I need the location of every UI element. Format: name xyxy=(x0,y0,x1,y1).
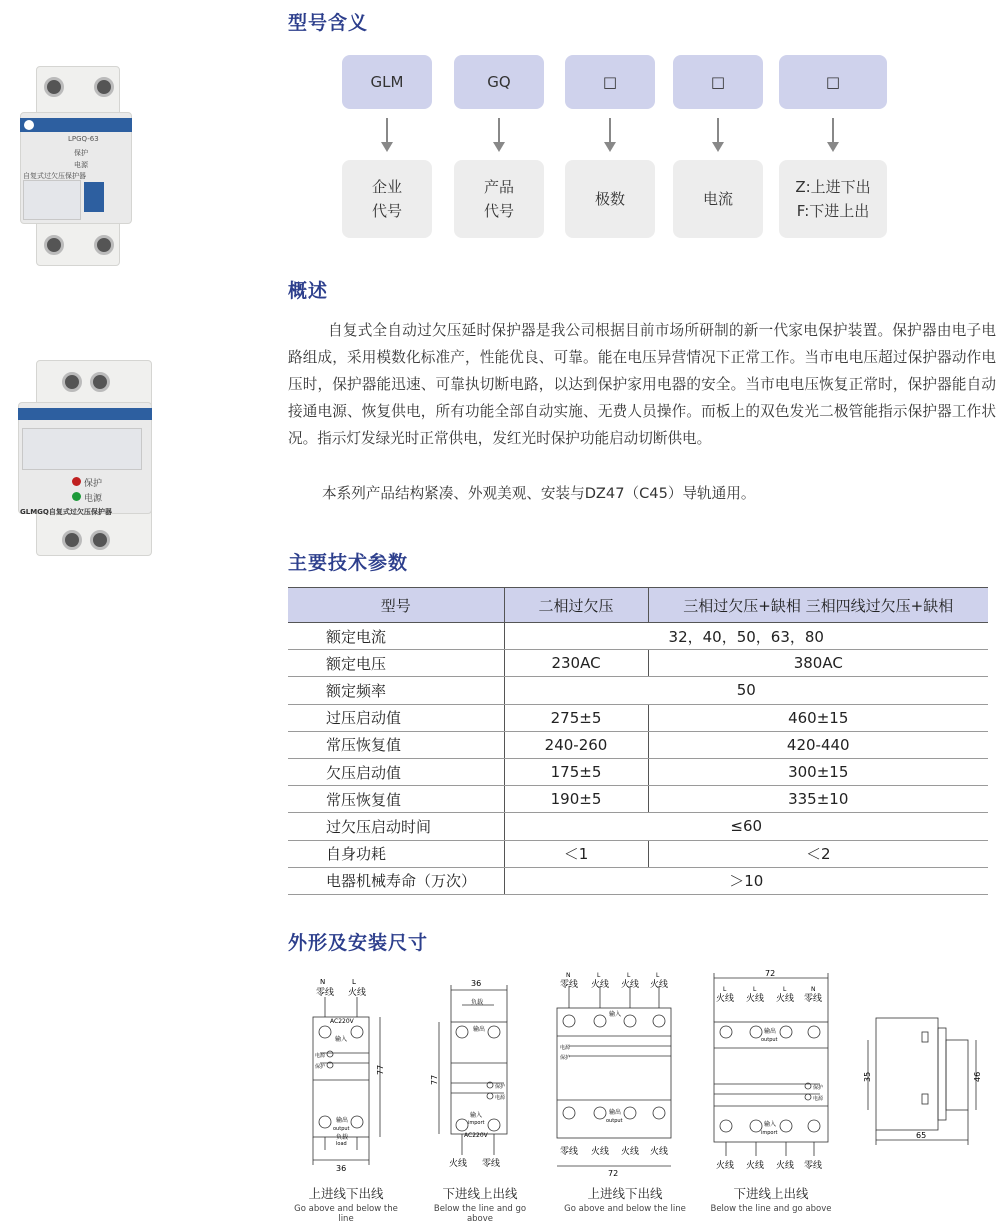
label-neutral: 零线 xyxy=(804,994,823,1004)
label-live: 火线 xyxy=(716,994,735,1004)
row-value-two-phase: 190±5 xyxy=(504,786,648,813)
wiring-drawing-2 xyxy=(424,975,534,1175)
table-row xyxy=(288,704,988,731)
label-live: 火线 xyxy=(621,980,640,990)
label-power: 电源 xyxy=(495,1095,506,1101)
label-live: 火线 xyxy=(746,994,765,1004)
label-output-en: output xyxy=(333,1126,350,1132)
overview-paragraph-1: 自复式全自动过欠压延时保护器是我公司根据目前市场所研制的新一代家电保护装置。保护器由电子电路组成，采用模数化标准产，性能优良、可靠。能在电压异营情况下正常工作。当市电电压超过保护器动作电压时，保护器能迅速、可靠执切断电路，以达到保护家用电器的安全。当市电电压恢复正常时，保护器能自动接通电源、恢复供电，所有功能全部自动实施、无费人员操作。而板上的双色发光二极管能指示保护器工作状况。指示灯发绿光时正常供电，发红光时保护功能启动切断供电。 xyxy=(288,322,996,447)
label-output: 输出 xyxy=(609,1109,622,1116)
label-ac: AC220V xyxy=(330,1018,354,1025)
code-box-company: GLM xyxy=(342,55,432,109)
dim-width: 72 xyxy=(608,1169,619,1178)
dim-height-35: 35 xyxy=(863,1071,872,1082)
meaning-product: 产品 代号 xyxy=(454,160,544,238)
dimensions-section-title: 外形及安装尺寸 xyxy=(288,932,429,954)
code-box-product: GQ xyxy=(454,55,544,109)
row-label: 常压恢复值 xyxy=(288,731,504,758)
label-input: 输入 xyxy=(764,1121,777,1128)
row-value: ≤60 xyxy=(504,813,988,840)
row-label: 过压启动值 xyxy=(288,704,504,731)
code-box-current: □ xyxy=(673,55,763,109)
label-live: 火线 xyxy=(591,980,610,990)
label-power: 电源 xyxy=(315,1053,326,1059)
label-output: 输出 xyxy=(764,1028,777,1035)
row-label: 额定电流 xyxy=(288,623,504,650)
table-row xyxy=(288,758,988,785)
label-l: L xyxy=(753,986,757,993)
label-output: 输出 xyxy=(336,1117,349,1124)
device-protect-label: 保护 xyxy=(84,479,103,489)
arrow-down-icon xyxy=(832,118,834,144)
label-live: 火线 xyxy=(621,1147,640,1157)
caption-en: Go above and below the line xyxy=(294,1204,398,1224)
arrow-down-icon xyxy=(498,118,500,144)
device-name-label: 自复式过欠压保护器 xyxy=(23,172,86,180)
caption-cn: 上进线下出线 xyxy=(308,1186,384,1201)
label-load: 负载 xyxy=(471,999,484,1006)
table-row xyxy=(288,650,988,677)
row-label: 过欠压启动时间 xyxy=(288,813,504,840)
device-model-label: LPGQ-63 xyxy=(68,135,99,143)
table-row xyxy=(288,731,988,758)
label-live: 火线 xyxy=(746,1161,765,1171)
label-n: N xyxy=(811,986,816,993)
caption-en: Go above and below the line xyxy=(564,1204,686,1214)
label-input-en: import xyxy=(761,1130,778,1136)
drawing-2-caption xyxy=(420,1184,540,1224)
header-model: 型号 xyxy=(288,588,504,623)
caption-en: Below the line and go above xyxy=(710,1204,832,1214)
row-label: 额定电压 xyxy=(288,650,504,677)
caption-en: Below the line and go above xyxy=(433,1204,527,1224)
label-neutral: 零线 xyxy=(804,1161,823,1171)
row-value-two-phase: ＜1 xyxy=(504,840,648,867)
header-three-phase: 三相过欠压+缺相 三相四线过欠压+缺相 xyxy=(648,588,988,623)
row-label: 电器机械寿命（万次） xyxy=(288,867,504,894)
row-label: 额定频率 xyxy=(288,677,504,704)
row-value: 32，40，50，63，80 xyxy=(504,623,988,650)
row-value: 50 xyxy=(504,677,988,704)
dim-width: 72 xyxy=(765,969,776,978)
row-value-two-phase: 175±5 xyxy=(504,758,648,785)
row-label: 自身功耗 xyxy=(288,840,504,867)
label-n: N xyxy=(320,978,326,986)
caption-cn: 上进线下出线 xyxy=(587,1186,663,1201)
label-live: 火线 xyxy=(650,980,669,990)
label-l: L xyxy=(597,972,601,979)
row-label: 欠压启动值 xyxy=(288,758,504,785)
label-neutral: 零线 xyxy=(560,1147,579,1157)
device-name-label: GLMGQ自复式过欠压保护器 xyxy=(20,508,112,516)
label-protect: 保护 xyxy=(495,1084,506,1090)
label-l: L xyxy=(352,978,356,986)
device-protect-label: 保护 xyxy=(74,149,88,157)
row-value-three-phase: 420-440 xyxy=(648,731,988,758)
label-input: 输入 xyxy=(335,1036,348,1043)
label-output-en: output xyxy=(761,1037,778,1043)
label-output-en: output xyxy=(606,1118,623,1124)
label-live: 火线 xyxy=(348,988,367,998)
label-neutral: 零线 xyxy=(560,980,579,990)
label-l: L xyxy=(656,972,660,979)
row-value-two-phase: 275±5 xyxy=(504,704,648,731)
meaning-company: 企业 代号 xyxy=(342,160,432,238)
table-row xyxy=(288,867,988,894)
table-row xyxy=(288,677,988,704)
row-value-three-phase: 335±10 xyxy=(648,786,988,813)
overview-paragraph-2: 本系列产品结构紧凑、外观美观、安装与DZ47（C45）导轨通用。 xyxy=(322,485,756,502)
table-row xyxy=(288,786,988,813)
wiring-drawing-1 xyxy=(290,975,408,1175)
table-row xyxy=(288,840,988,867)
row-value: ＞10 xyxy=(504,867,988,894)
row-value-two-phase: 230AC xyxy=(504,650,648,677)
caption-cn: 下进线上出线 xyxy=(442,1186,518,1201)
label-input: 输入 xyxy=(609,1011,622,1018)
device-power-label: 电源 xyxy=(84,494,103,504)
row-value-three-phase: 460±15 xyxy=(648,704,988,731)
row-label: 常压恢复值 xyxy=(288,786,504,813)
label-protect: 保护 xyxy=(813,1085,824,1091)
label-live: 火线 xyxy=(591,1147,610,1157)
dim-height: 77 xyxy=(430,1074,439,1085)
row-value-three-phase: ＜2 xyxy=(648,840,988,867)
caption-cn: 下进线上出线 xyxy=(733,1186,809,1201)
table-row xyxy=(288,623,988,650)
label-live: 火线 xyxy=(776,994,795,1004)
meaning-direction: Z:上进下出 F:下进上出 xyxy=(779,160,887,238)
label-load-en: load xyxy=(336,1141,347,1147)
drawing-4-caption xyxy=(706,1184,836,1214)
dim-height: 77 xyxy=(376,1064,385,1075)
label-protect: 保护 xyxy=(560,1055,571,1061)
label-live: 火线 xyxy=(650,1147,669,1157)
row-value-three-phase: 300±15 xyxy=(648,758,988,785)
arrow-down-icon xyxy=(386,118,388,144)
specs-table xyxy=(288,587,988,895)
label-neutral: 零线 xyxy=(316,988,335,998)
label-live: 火线 xyxy=(449,1159,468,1169)
label-protect: 保护 xyxy=(315,1064,326,1070)
header-two-phase: 二相过欠压 xyxy=(504,588,648,623)
arrow-down-icon xyxy=(717,118,719,144)
code-box-poles: □ xyxy=(565,55,655,109)
label-n: N xyxy=(566,972,571,979)
label-l: L xyxy=(627,972,631,979)
label-input-en: import xyxy=(468,1120,485,1126)
dim-width: 36 xyxy=(336,1164,347,1173)
overview-section-title: 概述 xyxy=(288,280,329,302)
dim-height-46: 46 xyxy=(973,1071,982,1082)
specs-section-title: 主要技术参数 xyxy=(288,552,409,574)
meaning-poles: 极数 xyxy=(565,160,655,238)
label-load: 负载 xyxy=(336,1134,349,1141)
device-power-label: 电源 xyxy=(74,161,88,169)
label-power: 电源 xyxy=(813,1096,824,1102)
dim-width-65: 65 xyxy=(916,1131,927,1140)
wiring-drawing-3 xyxy=(552,968,682,1178)
label-output: 输出 xyxy=(473,1026,486,1033)
meaning-current: 电流 xyxy=(673,160,763,238)
label-ac: AC220V xyxy=(464,1132,488,1139)
model-section-title: 型号含义 xyxy=(288,12,369,34)
drawing-3-caption xyxy=(560,1184,690,1214)
table-header-row xyxy=(288,588,988,623)
code-box-direction: □ xyxy=(779,55,887,109)
arrow-down-icon xyxy=(609,118,611,144)
side-view-drawing xyxy=(856,1010,986,1150)
row-value-three-phase: 380AC xyxy=(648,650,988,677)
label-live: 火线 xyxy=(776,1161,795,1171)
label-power: 电源 xyxy=(560,1045,571,1051)
label-neutral: 零线 xyxy=(482,1159,501,1169)
row-value-two-phase: 240-260 xyxy=(504,731,648,758)
label-l: L xyxy=(783,986,787,993)
label-input: 输入 xyxy=(470,1112,483,1119)
label-l: L xyxy=(723,986,727,993)
drawing-1-caption xyxy=(286,1184,406,1224)
label-live: 火线 xyxy=(716,1161,735,1171)
wiring-drawing-4 xyxy=(706,966,836,1176)
table-row xyxy=(288,813,988,840)
dim-width: 36 xyxy=(471,979,482,988)
